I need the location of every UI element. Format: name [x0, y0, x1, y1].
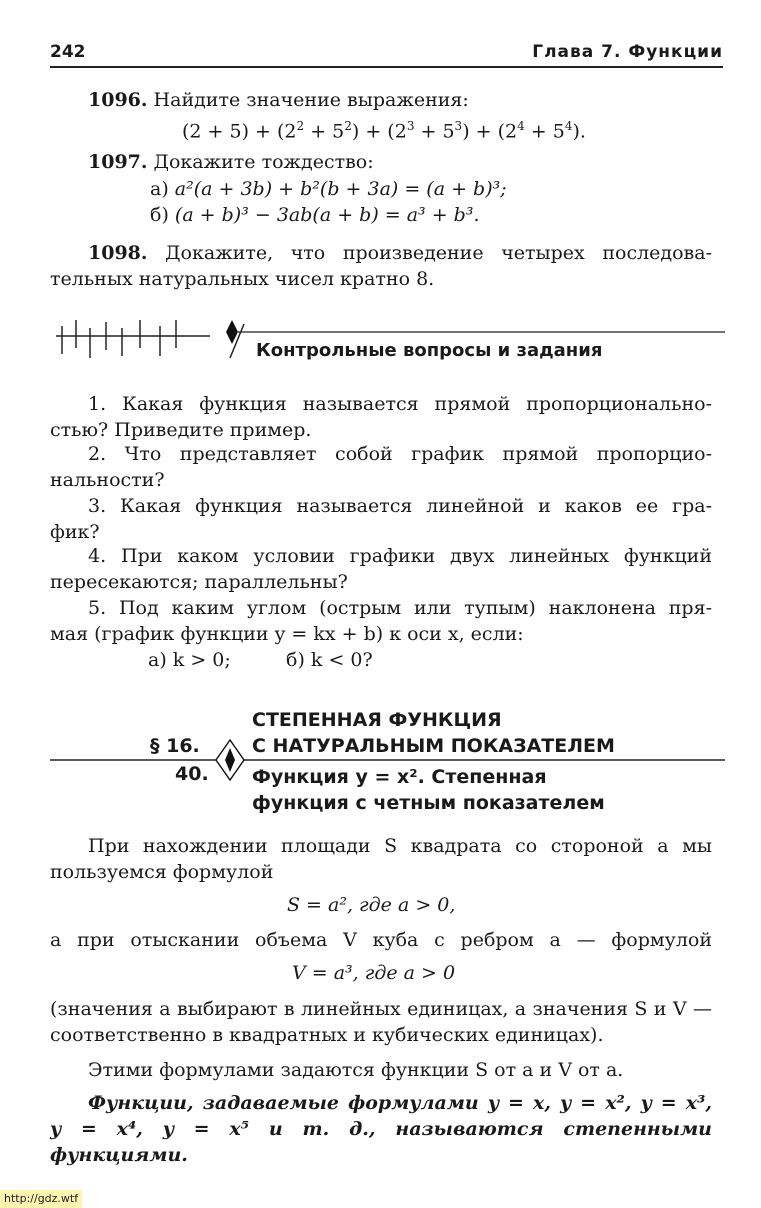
paragraph-title-line2: С НАТУРАЛЬНЫМ ПОКАЗАТЕЛЕМ	[252, 735, 615, 757]
expr-exp: 3	[406, 119, 415, 133]
question-text: Какая функция называется линейной и каков ее гра-	[120, 495, 712, 517]
chapter-title: Глава 7. Функции	[532, 42, 723, 62]
definition-line-2: y = x⁴, y = x⁵ и т. д., называются степенными функциями.	[50, 1118, 712, 1166]
question-text: Какая функция называется прямой пропорционально-	[122, 393, 712, 415]
question-number: 4.	[88, 545, 107, 567]
subsection-number: 40.	[175, 763, 209, 785]
exercise-text: Найдите значение выражения:	[153, 89, 469, 111]
body-paragraph-3: (значения a выбирают в линейных единицах, а значения S и V —	[50, 998, 712, 1020]
expr-part: (2 + 5) + (2	[182, 120, 297, 143]
exercise-text: Докажите тождество:	[153, 151, 374, 173]
expr-part: ) + (2	[351, 120, 407, 143]
formula-square-area: S = a², где a > 0,	[287, 894, 456, 916]
item-label: б)	[150, 204, 175, 226]
body-paragraph-4: Этими формулами задаются функции S от a и V от a.	[88, 1059, 624, 1081]
body-paragraph-3-continuation: соответственно в квадратных и кубических единицах).	[50, 1024, 604, 1046]
expr-exp: 4	[517, 119, 525, 133]
question-5	[88, 595, 712, 621]
exercise-number: 1097.	[88, 151, 148, 173]
body-paragraph-1-continuation: пользуемся формулой	[50, 861, 274, 883]
expr-part: + 5	[304, 120, 345, 143]
question-text: Под каким углом (острым или тупым) наклонена пря-	[118, 597, 712, 619]
item-formula: a²(a + 3b) + b²(b + 3a) = (a + b)³;	[174, 178, 507, 200]
question-2	[88, 441, 712, 467]
question-4-continuation: пересекаются; параллельны?	[50, 571, 348, 593]
definition-line-1: Функции, задаваемые формулами y = x, y = x², y = x³,	[88, 1092, 712, 1114]
exercise-text: Докажите, что произведение четырех последова-	[165, 242, 712, 264]
question-1	[88, 391, 712, 417]
question-5-option-a: а) k > 0;	[148, 649, 231, 671]
expr-exp: 2	[296, 119, 305, 133]
question-number: 5.	[88, 597, 107, 619]
expr-exp: 3	[454, 119, 463, 133]
item-label: а)	[150, 178, 175, 200]
item-1097b	[150, 202, 480, 228]
header-rule	[50, 66, 723, 68]
watermark-link[interactable]: http://gdz.wtf	[0, 1190, 82, 1208]
page-number: 242	[50, 42, 86, 62]
exercise-1097	[88, 149, 374, 175]
formula-cube-volume: V = a³, где a > 0	[292, 962, 456, 984]
exercise-1098-continuation: тельных натуральных чисел кратно 8.	[50, 268, 435, 290]
control-section-title: Контрольные вопросы и задания	[256, 340, 603, 361]
exercise-number: 1096.	[88, 89, 148, 111]
paragraph-title-line1: СТЕПЕННАЯ ФУНКЦИЯ	[252, 709, 502, 731]
exercise-1098	[88, 240, 712, 266]
subsection-title-line1: Функция y = x². Степенная	[252, 766, 547, 788]
expr-exp: 4	[564, 119, 573, 133]
expr-exp: 2	[344, 119, 352, 133]
expression-1096	[182, 113, 586, 144]
item-formula: (a + b)³ − 3ab(a + b) = a³ + b³.	[174, 204, 480, 226]
question-4	[88, 543, 712, 569]
question-text: Что представляет собой график прямой пропорцио-	[124, 443, 712, 465]
expr-part: + 5	[524, 120, 565, 143]
question-number: 3.	[88, 495, 107, 517]
expr-part: + 5	[414, 120, 455, 143]
question-3-continuation: фик?	[50, 521, 100, 543]
question-2-continuation: нальности?	[50, 469, 165, 491]
subsection-title-line2: функция с четным показателем	[252, 792, 605, 814]
expr-part: ) + (2	[462, 120, 518, 143]
question-number: 2.	[88, 443, 107, 465]
exercise-number: 1098.	[88, 242, 148, 264]
question-number: 1.	[88, 393, 107, 415]
question-3	[88, 493, 712, 519]
question-text: При каком условии графики двух линейных функций	[121, 545, 713, 567]
body-paragraph-2: а при отыскании объема V куба с ребром a — формулой	[50, 929, 712, 951]
question-5-continuation: мая (график функции y = kx + b) к оси x, если:	[50, 623, 524, 645]
exercise-1096	[88, 87, 469, 113]
paragraph-number: § 16.	[150, 735, 200, 757]
expr-part: ).	[572, 120, 586, 143]
question-1-continuation: стью? Приведите пример.	[50, 419, 312, 441]
body-paragraph-1: При нахождении площади S квадрата со стороной a мы	[88, 835, 712, 857]
item-1097a	[150, 176, 507, 202]
question-5-option-b: б) k < 0?	[286, 649, 373, 671]
